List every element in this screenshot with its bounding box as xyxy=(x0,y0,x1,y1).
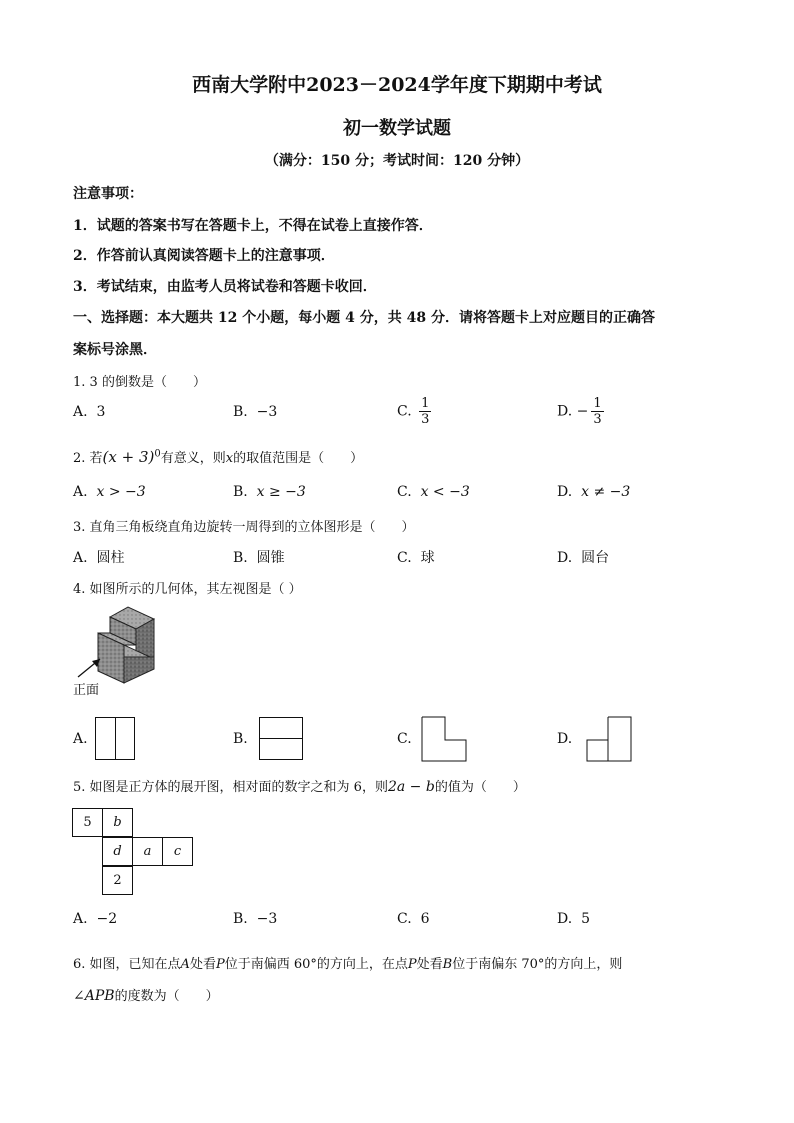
exam-note: （满分：150 分；考试时间：120 分钟） xyxy=(264,153,530,169)
q5-stem-pre: 5. 如图是正方体的展开图，相对面的数字之和为 6，则 xyxy=(73,780,388,795)
q3-a-label: A. xyxy=(73,550,88,566)
q1-a-value: 3 xyxy=(96,404,106,420)
section1-line1: 一、选择题：本大题共 12 个小题，每小题 4 分，共 48 分．请将答题卡上对应题目的正确答 xyxy=(73,310,655,326)
net-cell-3: d xyxy=(102,837,133,866)
q2-option-b[interactable] xyxy=(233,484,306,500)
q3-d-label: D. xyxy=(557,550,573,566)
q5-stem xyxy=(73,776,526,795)
q3-d-value: 圆台 xyxy=(581,550,610,566)
q3-b-label: B. xyxy=(233,550,248,566)
q2-stem-post: 的取值范围是（ ） xyxy=(233,451,364,466)
q5-b-value: −3 xyxy=(256,911,278,927)
q4-b-divider xyxy=(260,738,302,739)
q1-option-d[interactable] xyxy=(557,396,604,427)
q3-stem: 3. 直角三角板绕直角边旋转一周得到的立体图形是（ ） xyxy=(73,520,415,535)
q2-exponent: 0 xyxy=(154,448,161,460)
q6-angle-expr: ∠APB xyxy=(73,988,115,1004)
q2-expr: (x + 3) xyxy=(102,448,155,466)
q6-line1-a: 处看 xyxy=(189,957,216,972)
q4-option-a-view[interactable] xyxy=(95,717,135,760)
q5-a-value: −2 xyxy=(96,911,118,927)
q4-b-label[interactable]: B. xyxy=(233,731,248,747)
q1-d-den: 3 xyxy=(593,412,602,427)
q2-option-c[interactable] xyxy=(397,484,470,500)
q2-b-value: x ≥ −3 xyxy=(256,484,306,500)
q1-b-value: −3 xyxy=(256,404,278,420)
q5-option-d[interactable] xyxy=(557,911,590,927)
q5-d-label: D. xyxy=(557,911,573,927)
q2-d-value: x ≠ −3 xyxy=(581,484,631,500)
q3-option-c[interactable] xyxy=(397,547,435,567)
q6-point-p2: P xyxy=(407,957,417,972)
q2-stem-pre: 2. 若 xyxy=(73,451,103,466)
exam-title: 西南大学附中2023－2024学年度下期期中考试 xyxy=(192,74,602,96)
q5-stem-post: 的值为（ ） xyxy=(434,780,526,795)
q3-option-d[interactable] xyxy=(557,547,609,567)
q4-option-d-view[interactable] xyxy=(586,716,632,762)
exam-subtitle: 初一数学试题 xyxy=(343,118,451,139)
q5-option-c[interactable] xyxy=(397,911,430,927)
q2-b-label: B. xyxy=(233,484,248,500)
q4-option-c-view[interactable] xyxy=(421,716,467,762)
q1-d-fraction xyxy=(591,396,603,427)
q2-var: x xyxy=(225,451,234,466)
q4-a-divider xyxy=(115,718,116,759)
q6-point-p: P xyxy=(215,957,225,972)
q6-line2 xyxy=(73,985,219,1004)
notice-heading: 注意事项： xyxy=(73,186,143,202)
q5-option-b[interactable] xyxy=(233,911,277,927)
q6-point-b: B xyxy=(442,957,453,972)
q1-option-b[interactable] xyxy=(233,404,277,420)
q1-d-sign: − xyxy=(576,403,589,420)
q4-a-label[interactable]: A. xyxy=(73,731,88,747)
q5-c-value: 6 xyxy=(420,911,430,927)
section1-line2: 案标号涂黑． xyxy=(73,342,157,358)
q4-d-label[interactable]: D. xyxy=(557,731,573,747)
q5-expr: 2a − b xyxy=(387,779,435,795)
q1-c-label: C. xyxy=(397,403,412,420)
net-cell-5: c xyxy=(162,837,193,866)
net-cell-2: b xyxy=(102,808,133,837)
q3-option-b[interactable] xyxy=(233,547,285,567)
q5-a-label: A. xyxy=(73,911,88,927)
q2-option-d[interactable] xyxy=(557,484,630,500)
q2-a-label: A. xyxy=(73,484,88,500)
q1-a-label: A. xyxy=(73,404,88,420)
q1-c-fraction xyxy=(419,396,431,427)
q2-c-label: C. xyxy=(397,484,412,500)
q5-d-value: 5 xyxy=(581,911,591,927)
q6-line1 xyxy=(73,953,622,972)
q3-b-value: 圆锥 xyxy=(256,550,285,566)
q4-stem: 4. 如图所示的几何体，其左视图是（ ） xyxy=(73,582,302,597)
q6-point-a: A xyxy=(180,957,190,972)
q2-a-value: x > −3 xyxy=(96,484,146,500)
q6-line1-pre: 6. 如图，已知在点 xyxy=(73,957,181,972)
q4-c-label[interactable]: C. xyxy=(397,731,412,747)
notice-item-2: 2．作答前认真阅读答题卡上的注意事项． xyxy=(73,248,335,264)
q3-option-a[interactable] xyxy=(73,547,124,567)
q5-option-a[interactable] xyxy=(73,911,117,927)
q1-option-c[interactable] xyxy=(397,396,431,427)
net-cell-6: 2 xyxy=(102,866,133,895)
q1-b-label: B. xyxy=(233,404,248,420)
q1-option-a[interactable] xyxy=(73,404,105,420)
q1-d-num: 1 xyxy=(593,396,602,411)
q1-d-label: D. xyxy=(557,403,573,420)
q6-line1-d: 位于南偏东 70°的方向上，则 xyxy=(452,957,623,972)
q6-line1-c: 处看 xyxy=(416,957,443,972)
notice-item-3: 3．考试结束，由监考人员将试卷和答题卡收回． xyxy=(73,279,377,295)
q2-c-value: x < −3 xyxy=(420,484,470,500)
q3-c-label: C. xyxy=(397,550,412,566)
q2-d-label: D. xyxy=(557,484,573,500)
q4-option-b-view[interactable] xyxy=(259,717,303,760)
q6-line2-post: 的度数为（ ） xyxy=(114,989,219,1004)
notice-item-1: 1．试题的答案书写在答题卡上，不得在试卷上直接作答． xyxy=(73,218,433,234)
q3-c-value: 球 xyxy=(420,550,435,566)
q5-b-label: B. xyxy=(233,911,248,927)
q2-stem-mid: 有意义，则 xyxy=(160,451,226,466)
q1-c-den: 3 xyxy=(421,412,430,427)
q4-front-label: 正面 xyxy=(73,683,100,698)
q6-line1-b: 位于南偏西 60°的方向上，在点 xyxy=(224,957,408,972)
net-cell-1: 5 xyxy=(72,808,103,837)
q1-stem: 1. 3 的倒数是（ ） xyxy=(73,375,206,390)
net-cell-4: a xyxy=(132,837,163,866)
q2-stem xyxy=(73,447,363,466)
q2-option-a[interactable] xyxy=(73,484,146,500)
q3-a-value: 圆柱 xyxy=(96,550,125,566)
q1-c-num: 1 xyxy=(421,396,430,411)
q5-c-label: C. xyxy=(397,911,412,927)
